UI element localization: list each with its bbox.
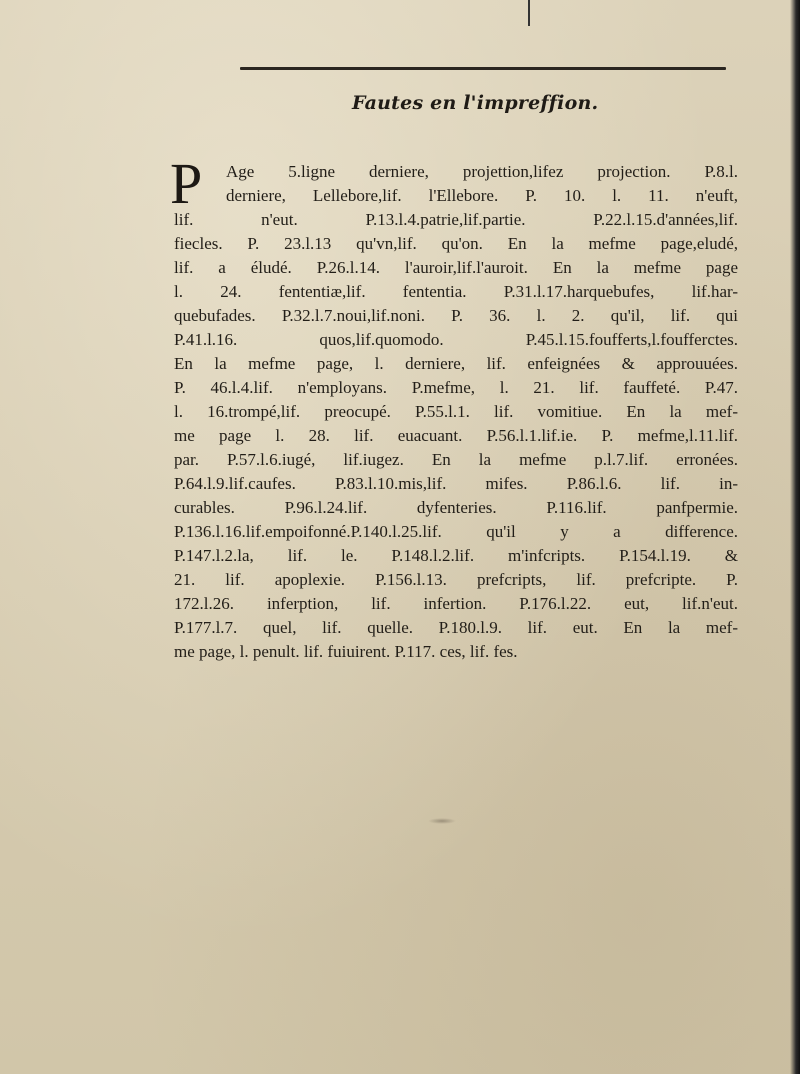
- drop-cap: P: [170, 151, 203, 216]
- errata-line: P.64.l.9.lif.caufes. P.83.l.10.mis,lif. mifes. P.86.l.6. lif. in-: [174, 474, 738, 493]
- header-rule: [240, 67, 726, 70]
- errata-line: quebufades. P.32.l.7.noui,lif.noni. P. 36. l. 2. qu'il, lif. qui: [174, 306, 738, 325]
- errata-line: lif. a éludé. P.26.l.14. l'auroir,lif.l'auroit. En la mefme page: [174, 258, 738, 277]
- errata-line: 21. lif. apoplexie. P.156.l.13. prefcripts, lif. prefcripte. P.: [174, 570, 738, 589]
- errata-line: me page l. 28. lif. euacuant. P.56.l.1.lif.ie. P. mefme,l.11.lif.: [174, 426, 738, 445]
- top-margin-mark: [528, 0, 530, 26]
- errata-line: par. P.57.l.6.iugé, lif.iugez. En la mefme p.l.7.lif. erronées.: [174, 450, 738, 469]
- errata-line: lif. n'eut. P.13.l.4.patrie,lif.partie. P.22.l.15.d'années,lif.: [174, 210, 738, 229]
- errata-line: P.177.l.7. quel, lif. quelle. P.180.l.9. lif. eut. En la mef-: [174, 618, 738, 637]
- page-edge-shadow: [790, 0, 800, 1074]
- errata-line: me page, l. penult. lif. fuiuirent. P.117. ces, lif. fes.: [174, 642, 518, 661]
- errata-line: fiecles. P. 23.l.13 qu'vn,lif. qu'on. En la mefme page,eludé,: [174, 234, 738, 253]
- errata-line: l. 24. fententiæ,lif. fententia. P.31.l.17.harquebufes, lif.har-: [174, 282, 738, 301]
- errata-line: P. 46.l.4.lif. n'employans. P.mefme, l. 21. lif. fauffeté. P.47.: [174, 378, 738, 397]
- errata-line: Age 5.ligne derniere, projettion,lifez projection. P.8.l.: [226, 162, 738, 181]
- errata-line: l. 16.trompé,lif. preocupé. P.55.l.1. lif. vomitiue. En la mef-: [174, 402, 738, 421]
- errata-line: 172.l.26. inferption, lif. infertion. P.176.l.22. eut, lif.n'eut.: [174, 594, 738, 613]
- errata-line: P.136.l.16.lif.empoifonné.P.140.l.25.lif. qu'il y a difference.: [174, 522, 738, 541]
- ink-smudge: [428, 818, 456, 824]
- errata-line: P.41.l.16. quos,lif.quomodo. P.45.l.15.foufferts,l.foufferctes.: [174, 330, 738, 349]
- errata-line: curables. P.96.l.24.lif. dyfenteries. P.116.lif. panfpermie.: [174, 498, 738, 517]
- errata-line: En la mefme page, l. derniere, lif. enfeignées & approuuées.: [174, 354, 738, 373]
- errata-line: derniere, Lellebore,lif. l'Ellebore. P. 10. l. 11. n'euft,: [226, 186, 738, 205]
- page-title: Fautes en l'impreffion.: [352, 92, 599, 114]
- errata-line: P.147.l.2.la, lif. le. P.148.l.2.lif. m'infcripts. P.154.l.19. &: [174, 546, 738, 565]
